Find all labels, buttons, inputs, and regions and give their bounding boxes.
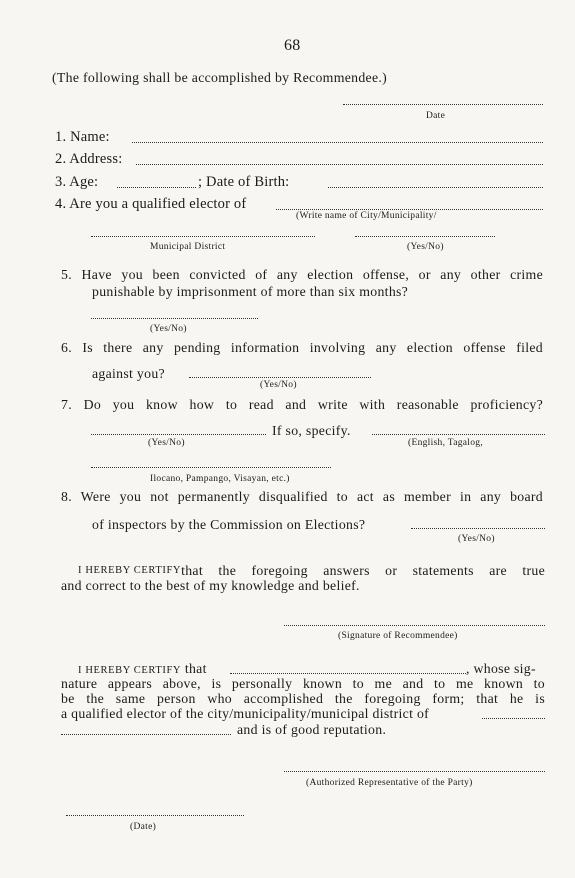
age-field[interactable] bbox=[117, 187, 196, 188]
recommendee-signature-caption: (Signature of Recommendee) bbox=[338, 631, 458, 641]
q7-answer-field[interactable] bbox=[91, 434, 266, 435]
elector-label: 4. Are you a qualified elector of bbox=[55, 196, 247, 212]
q6-yesno-caption: (Yes/No) bbox=[260, 380, 297, 390]
dob-label: ; Date of Birth: bbox=[198, 174, 290, 190]
q7-yesno-caption: (Yes/No) bbox=[148, 438, 185, 448]
q7-language-caption-2: Ilocano, Pampango, Visayan, etc.) bbox=[150, 474, 290, 484]
representative-signature-field[interactable] bbox=[284, 771, 545, 772]
certify2-line2: nature appears above, is personally known to me and to me known to bbox=[61, 676, 545, 691]
date-line[interactable] bbox=[343, 104, 543, 105]
certify2-that: that bbox=[184, 661, 207, 676]
date-caption: Date bbox=[426, 111, 446, 121]
q8-yesno-caption: (Yes/No) bbox=[458, 534, 495, 544]
q8-answer-field[interactable] bbox=[411, 528, 545, 529]
q7-language-caption: (English, Tagalog, bbox=[408, 438, 484, 448]
q8-line2: of inspectors by the Commission on Elections? bbox=[92, 517, 366, 532]
certify2-district-field-2[interactable] bbox=[61, 734, 231, 735]
q7-language-field[interactable] bbox=[372, 434, 545, 435]
certify2-lead-line bbox=[78, 661, 207, 677]
certify2-line1-end: , whose sig- bbox=[466, 661, 536, 676]
certify2-line4: a qualified elector of the city/municipality/municipal district of bbox=[61, 706, 430, 721]
certify1-line2: and correct to the best of my knowledge and belief. bbox=[61, 578, 360, 593]
q6-line2: against you? bbox=[92, 366, 165, 381]
final-date-field[interactable] bbox=[66, 815, 244, 816]
recommendee-signature-field[interactable] bbox=[284, 625, 545, 626]
certify2-lead: I HEREBY CERTIFY bbox=[78, 665, 182, 676]
elector-yesno-field[interactable] bbox=[355, 236, 495, 237]
name-field[interactable] bbox=[132, 142, 543, 143]
elector-field[interactable] bbox=[276, 209, 543, 210]
q5-line2: punishable by imprisonment of more than six months? bbox=[92, 284, 409, 299]
page-number: 68 bbox=[284, 37, 301, 54]
q6-line1: 6. Is there any pending information involving any election offense filed bbox=[61, 340, 543, 355]
q5-answer-field[interactable] bbox=[91, 318, 258, 319]
certify1-line1 bbox=[78, 563, 545, 579]
municipal-district-field[interactable] bbox=[91, 236, 315, 237]
q6-answer-field[interactable] bbox=[189, 377, 371, 378]
form-heading: (The following shall be accomplished by Recommendee.) bbox=[52, 70, 388, 85]
q5-yesno-caption: (Yes/No) bbox=[150, 324, 187, 334]
q7-line1: 7. Do you know how to read and write with reasonable proficiency? bbox=[61, 397, 543, 412]
certify1-line1-rest: that the foregoing answers or statements are true bbox=[181, 563, 545, 578]
address-label: 2. Address: bbox=[55, 151, 123, 167]
q7-language-field-2[interactable] bbox=[91, 467, 331, 468]
q8-line1: 8. Were you not permanently disqualified to act as member in any board bbox=[61, 489, 543, 504]
certify2-line3: be the same person who accomplished the foregoing form; that he is bbox=[61, 691, 545, 706]
address-field[interactable] bbox=[136, 164, 543, 165]
certify2-person-field[interactable] bbox=[230, 673, 466, 674]
certify2-district-field[interactable] bbox=[482, 718, 545, 719]
name-label: 1. Name: bbox=[55, 129, 110, 145]
elector-yesno-caption: (Yes/No) bbox=[407, 242, 444, 252]
q7-specify-label: If so, specify. bbox=[272, 423, 351, 438]
certify1-lead: I HEREBY CERTIFY bbox=[78, 565, 182, 576]
municipal-district-caption: Municipal District bbox=[150, 242, 226, 252]
final-date-caption: (Date) bbox=[130, 822, 157, 832]
q5-line1: 5. Have you been convicted of any election offense, or any other crime bbox=[61, 267, 543, 282]
representative-caption: (Authorized Representative of the Party) bbox=[306, 778, 473, 788]
certify2-line5: and is of good reputation. bbox=[237, 722, 387, 737]
elector-caption: (Write name of City/Municipality/ bbox=[296, 211, 437, 221]
dob-field[interactable] bbox=[328, 187, 543, 188]
age-label: 3. Age: bbox=[55, 174, 99, 190]
